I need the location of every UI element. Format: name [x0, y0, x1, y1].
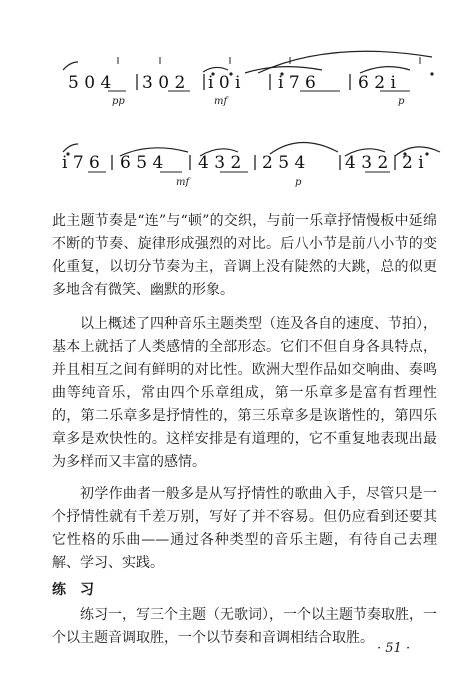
exercise-heading: 练 习: [52, 582, 94, 598]
score-line2-group5: 4 3 2: [345, 153, 389, 173]
paragraph-4: 练习一，写三个主题（无歌词），一个以主题节奏取胜，一个以主题音调取胜，一个以节奏和音调相结合取胜。: [52, 607, 437, 646]
score-dynamic-p-2: p: [295, 177, 302, 188]
score-line2-group2: 6 5 4: [120, 153, 164, 173]
score-line1-group3: i 0 i: [208, 73, 241, 93]
score-drawing: [0, 0, 474, 200]
score-line2-group3: 4 3 2: [198, 153, 242, 173]
score-line1-group5: 6 2 i: [358, 73, 396, 93]
paragraph-1: 此主题节奏是“连”与“顿”的交织，与前一乐章抒情慢板中延绵不断的节奏、旋律形成强烈的对比。后八小节是前八小节的变化重复，以切分节奏为主，音调上没有陡然的大跳，总的似更多地含有微笑、幽默的形象。: [52, 213, 437, 298]
paragraph-3: 初学作曲者一般多是从写抒情性的歌曲入手，尽管只是一个抒情性就有千差万别，写好了并不容易。但仍应看到还要其它性格的乐曲——通过各种类型的音乐主题，有待自己去理解、学习、实践。: [52, 486, 437, 571]
score-dynamic-mf-2: mf: [176, 177, 190, 188]
score-dynamic-pp: pp: [112, 96, 125, 107]
numbered-notation-score: [0, 0, 474, 200]
body-text: [52, 210, 437, 650]
paragraph-2: 以上概述了四种音乐主题类型（连及各自的速度、节拍），基本上就括了人类感情的全部形态。它们不但自身各具特点，并且相互之间有鲜明的对比性。欧洲大型作品如交响曲、奏鸣曲等纯音乐，常由四个乐章组成，第一乐章多是富有哲理性的，第二乐章多是抒情性的，第三乐章多是诙谐性的，第四乐章多是欢快性的。这样安排是有道理的，它不重复地表现出最为多样而又丰富的感情。: [52, 316, 437, 470]
page-number: · 51 ·: [377, 641, 411, 656]
score-line1-group2: 3 0 2: [142, 73, 186, 93]
score-line1-group1: 5 0 4: [68, 73, 112, 93]
score-line2-group6: 2 i: [402, 153, 424, 173]
score-line2-group4: 2 5 4: [262, 153, 306, 173]
score-dynamic-mf: mf: [214, 96, 228, 107]
score-line1-group4: i 7 6: [278, 73, 316, 93]
score-line2-group1: i 7 6: [62, 153, 100, 173]
score-dynamic-p: p: [398, 96, 405, 107]
